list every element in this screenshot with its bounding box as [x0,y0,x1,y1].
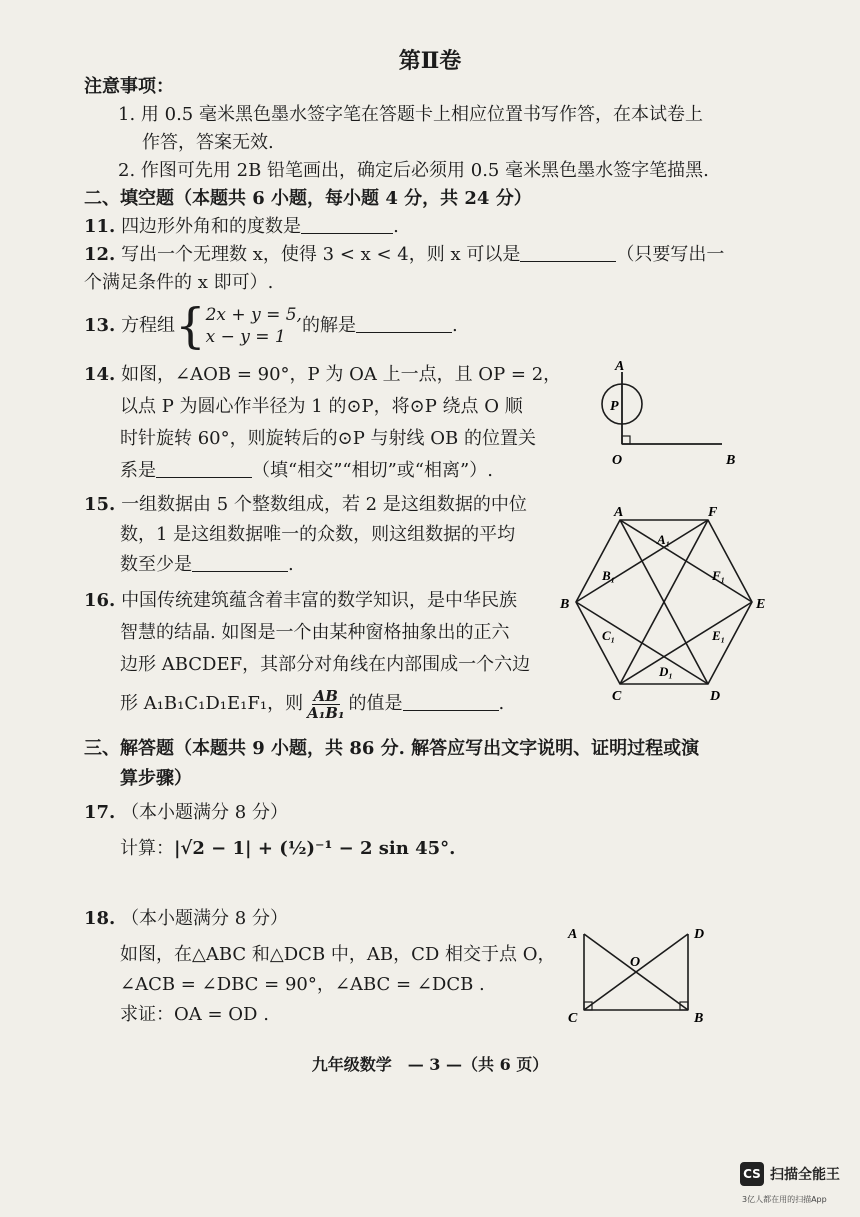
question-12 [84,240,724,270]
label-e1: E₁ [712,628,726,643]
math-expression: |√2 − 1| + (½)⁻¹ − 2 sin 45°. [174,838,456,859]
scanner-logo [740,1162,840,1186]
question-14-line-1 [84,360,561,390]
scanner-app-name: 扫描全能王 [770,1167,840,1183]
label-b1: B₁ [602,568,616,583]
question-number: 12. [84,244,116,265]
label-d: D [694,927,705,942]
question-18-header [84,904,288,934]
question-number: 16. [84,590,116,611]
question-end: . [393,216,399,237]
label-d1: D₁ [659,664,673,679]
right-angle-mark [622,436,630,444]
question-prefix: 方程组 [121,315,176,336]
question-text: 数至少是 [120,554,192,575]
section-3-heading-cont: 算步骤） [120,768,192,789]
label-a: A [568,927,578,942]
label-a: A [615,359,625,374]
label-e: E [756,597,766,612]
question-number: 15. [84,494,116,515]
question-15-line-1 [84,490,527,520]
equation-system [206,304,302,348]
page-footer: 九年级数学 — 3 —（共 6 页） [311,1055,549,1074]
label-a1: A₁ [657,532,671,547]
question-14-line-4 [120,456,493,486]
question-text-cont: （只要写出一 [616,244,725,265]
question-16-line-1 [84,586,517,616]
answer-blank [301,213,393,234]
answer-blank [192,551,288,572]
notice-item-2: 2. 作图可先用 2B 铅笔画出，确定后必须用 0.5 毫米黑色墨水签字笔描黑. [118,160,709,181]
scanner-tagline: 3亿人都在用的扫描App [742,1195,827,1204]
question-11 [84,212,399,242]
section-2-heading: 二、填空题（本题共 6 小题，每小题 4 分，共 24 分） [84,188,532,209]
question-text: 形 A₁B₁C₁D₁E₁F₁，则 [120,693,304,714]
label-b: B [694,1011,704,1026]
figure-18 [560,920,720,1030]
figure-14 [600,352,740,472]
label-c: C [612,689,622,704]
question-18-line-3: 求证：OA = OD . [120,1004,269,1025]
fraction-denominator: A₁B₁ [307,703,345,722]
equation-1: 2x + y = 5, [205,305,302,325]
question-end: . [498,693,505,714]
equation-2: x − y = 1 [205,327,286,347]
notice-item-1: 1. 用 0.5 毫米黑色墨水签字笔在答题卡上相应位置书写作答，在本试卷上 [118,104,703,125]
fraction-ab-over-a1b1 [305,688,346,721]
question-14-line-3: 时针旋转 60°，则旋转后的⊙P 与射线 OB 的位置关 [120,428,536,449]
label-c1: C₁ [602,628,616,643]
question-end: . [288,554,294,575]
brace-glyph: { [175,298,206,354]
label-b: B [560,597,570,612]
label-d: D [710,689,721,704]
notice-heading: 注意事项： [84,76,174,97]
notice-item-1-cont: 作答，答案无效. [142,132,274,153]
question-18-line-1: 如图，在△ABC 和△DCB 中，AB，CD 相交于点 O， [120,944,556,965]
question-text: 四边形外角和的度数是 [121,216,302,237]
label-f1: F₁ [712,568,726,583]
question-17-body [120,834,455,864]
question-end: . [451,315,458,336]
label-c: C [568,1011,578,1026]
question-score: （本小题满分 8 分） [121,908,288,929]
question-16-line-2: 智慧的结晶. 如图是一个由某种窗格抽象出的正六 [120,622,510,643]
question-text-cont: （填“相交”“相切”或“相离”）. [252,460,493,481]
question-score: （本小题满分 8 分） [121,802,288,823]
question-16-line-4 [120,682,504,726]
label-f: F [708,506,718,520]
question-13 [84,298,458,354]
question-number: 17. [84,802,116,823]
question-number: 14. [84,364,116,385]
question-16-line-3: 边形 ABCDEF，其部分对角线在内部围成一个六边 [120,654,531,675]
question-number: 13. [84,315,116,336]
question-text: 如图，∠AOB = 90°，P 为 OA 上一点，且 OP = 2， [121,364,562,385]
label-p: P [610,399,619,414]
section-3-heading: 三、解答题（本题共 9 小题，共 86 分. 解答应写出文字说明、证明过程或演 [84,738,700,759]
question-text: 系是 [120,460,156,481]
page-title: 第Ⅱ卷 [398,48,462,74]
question-text-cont: 的值是 [348,693,403,714]
question-number: 18. [84,908,116,929]
question-text: 一组数据由 5 个整数组成，若 2 是这组数据的中位 [121,494,527,515]
question-12-cont: 个满足条件的 x 即可）. [84,272,274,293]
question-prefix: 计算： [120,838,174,859]
label-o: O [630,955,641,970]
answer-blank [356,312,452,333]
question-17-header [84,798,288,828]
answer-blank [156,457,252,478]
fraction-numerator: AB [313,686,338,705]
answer-blank [403,690,499,711]
question-number: 11. [84,216,116,237]
label-o: O [612,453,623,468]
question-15-line-3 [120,550,294,580]
question-15-line-2: 数，1 是这组数据唯一的众数，则这组数据的平均 [120,524,516,545]
label-a: A [614,506,624,520]
cs-badge-icon: CS [740,1162,764,1186]
label-b: B [726,453,736,468]
figure-16 [556,506,776,706]
question-14-line-2: 以点 P 为圆心作半径为 1 的⊙P，将⊙P 绕点 O 顺 [120,396,523,417]
question-suffix: 的解是 [301,315,356,336]
question-18-line-2: ∠ACB = ∠DBC = 90°，∠ABC = ∠DCB . [120,974,485,995]
question-text: 中国传统建筑蕴含着丰富的数学知识，是中华民族 [121,590,518,611]
answer-blank [520,241,616,262]
question-text: 写出一个无理数 x，使得 3 < x < 4，则 x 可以是 [121,244,521,265]
